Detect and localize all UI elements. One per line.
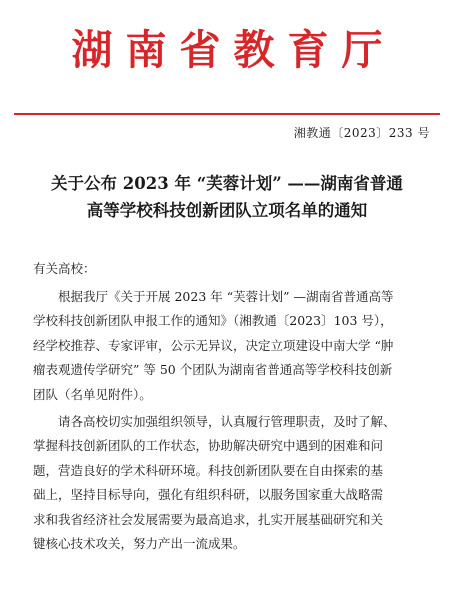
title-line-1: 关于公布 2023 年 “芙蓉计划” ——湖南省普通 (51, 174, 403, 193)
paragraph-line: 键核心技术攻关，努力产出一流成果。 (33, 536, 246, 552)
title-line-2: 高等学校科技创新团队立项名单的通知 (86, 201, 368, 220)
document-title (12, 170, 442, 224)
red-divider-line (14, 113, 440, 115)
paragraph-line: 根据我厅《关于开展 2023 年 “芙蓉计划” —湖南省普通高等 (58, 289, 394, 304)
paragraph-line: 础上，坚持目标导向，强化有组织科研，以服务国家重大战略需 (33, 487, 384, 503)
paragraph-line: 经学校推荐、专家评审，公示无异议，决定立项建设中南大学 “肿 (33, 337, 394, 353)
paragraph-line: 学校科技创新团队申报工作的通知》（湘教通〔2023〕103 号）， (33, 313, 393, 329)
document-number: 湘教通〔2023〕233 号 (293, 126, 430, 140)
paragraph-line: 掌握科技创新团队的工作状态，协助解决研究中遇到的困难和问 (33, 438, 384, 454)
paragraph-line: 求和我省经济社会发展需要为最高追求，扎实开展基础研究和关 (33, 511, 384, 527)
body-paragraph-1 (33, 285, 423, 407)
salutation: 有关高校： (33, 261, 96, 276)
paragraph-line: 团队（名单见附件）。 (33, 386, 152, 402)
issuer-masthead: 湖南省教育厅 (71, 26, 396, 74)
paragraph-line: 请各高校切实加强组织领导，认真履行管理职责，及时了解、 (58, 414, 396, 429)
paragraph-line: 题，营造良好的学术科研环境。科技创新团队要在自由探索的基 (33, 462, 384, 478)
body-paragraph-2 (33, 410, 423, 556)
paragraph-line: 瘤表观遗传学研究” 等 50 个团队为湖南省普通高等学校科技创新 (33, 362, 393, 378)
